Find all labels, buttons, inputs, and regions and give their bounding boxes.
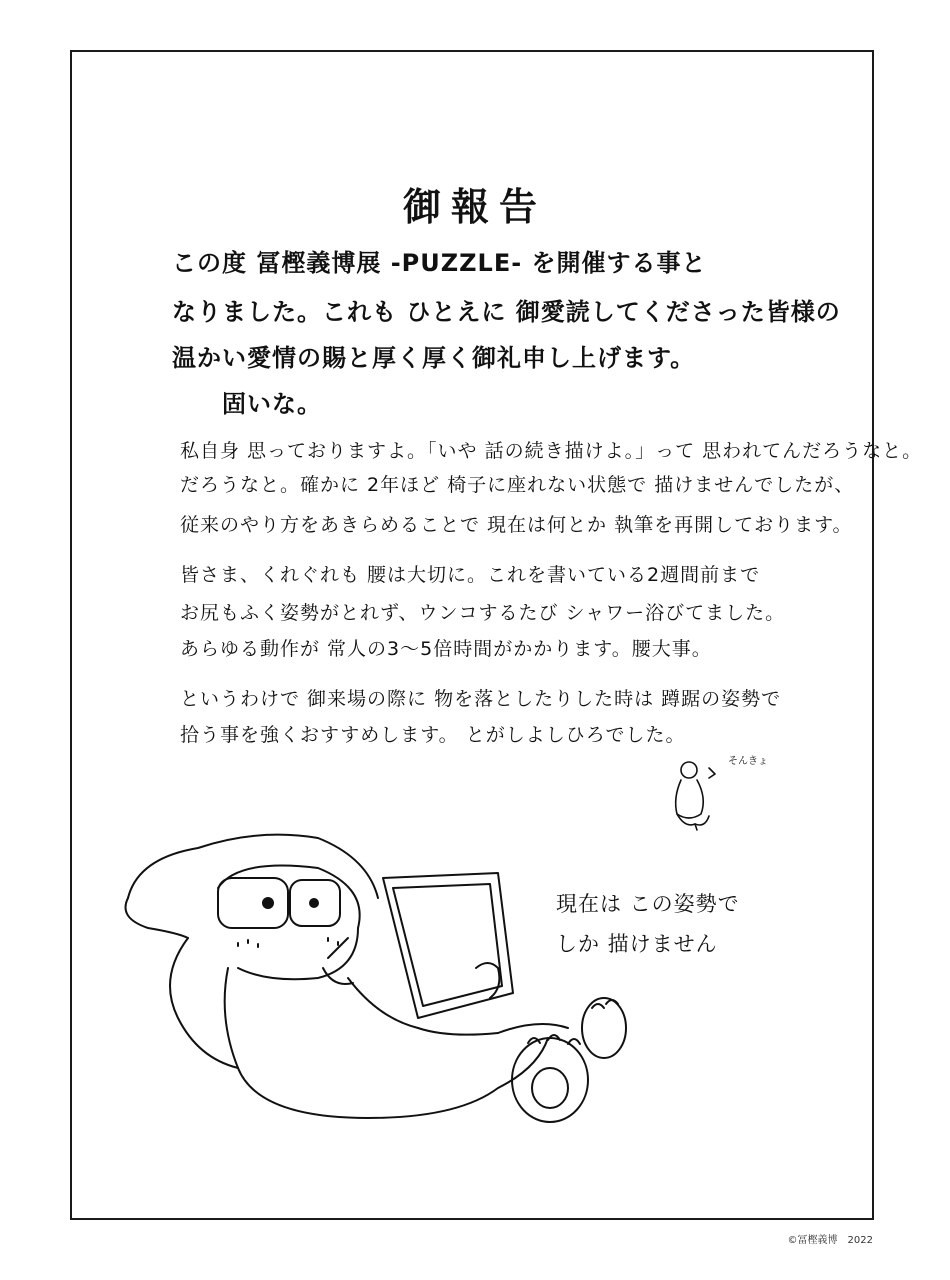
text-line-3: 温かい愛情の賜と厚く厚く御礼申し上げます。 (172, 344, 696, 372)
caption-line-2: しか 描けません (556, 932, 718, 956)
dog-character-illustration (118, 818, 638, 1138)
text-line-8: 皆さま、くれぐれも 腰は大切に。これを書いている2週間前まで (180, 564, 761, 586)
copyright-text: ©冨樫義博 (787, 1235, 838, 1246)
copyright (788, 1231, 873, 1246)
caption-line-1: 現在は この姿勢で (556, 892, 740, 916)
text-line-10: あらゆる動作が 常人の3〜5倍時間がかかります。腰大事。 (180, 638, 712, 660)
text-line-5: 私自身 思っておりますよ。「いや 話の続き描けよ。」って 思われてんだろうなと。 (180, 440, 923, 462)
text-line-7: 従来のやり方をあきらめることで 現在は何とか 執筆を再開しております。 (180, 514, 853, 536)
text-line-2: なりました。これも ひとえに 御愛読してくださった皆様の (172, 298, 841, 326)
text-line-11: というわけで 御来場の際に 物を落としたりした時は 蹲踞の姿勢で (180, 688, 782, 710)
text-line-6: だろうなと。確かに 2年ほど 椅子に座れない状態で 描けませんでしたが、 (180, 474, 855, 496)
text-line-12: 拾う事を強くおすすめします。 とがしよしひろでした。 (180, 724, 686, 746)
text-line-4: 固いな。 (222, 390, 322, 418)
copyright-year: 2022 (847, 1235, 873, 1246)
text-line-1: この度 冨樫義博展 -PUZZLE- を開催する事と (172, 249, 707, 277)
crouching-figure-illustration (665, 758, 725, 834)
text-line-9: お尻もふく姿勢がとれず、ウンコするたび シャワー浴びてました。 (180, 602, 786, 624)
page-title: 御報告 (402, 184, 547, 229)
sonkyo-note: そんきょ (728, 756, 768, 767)
